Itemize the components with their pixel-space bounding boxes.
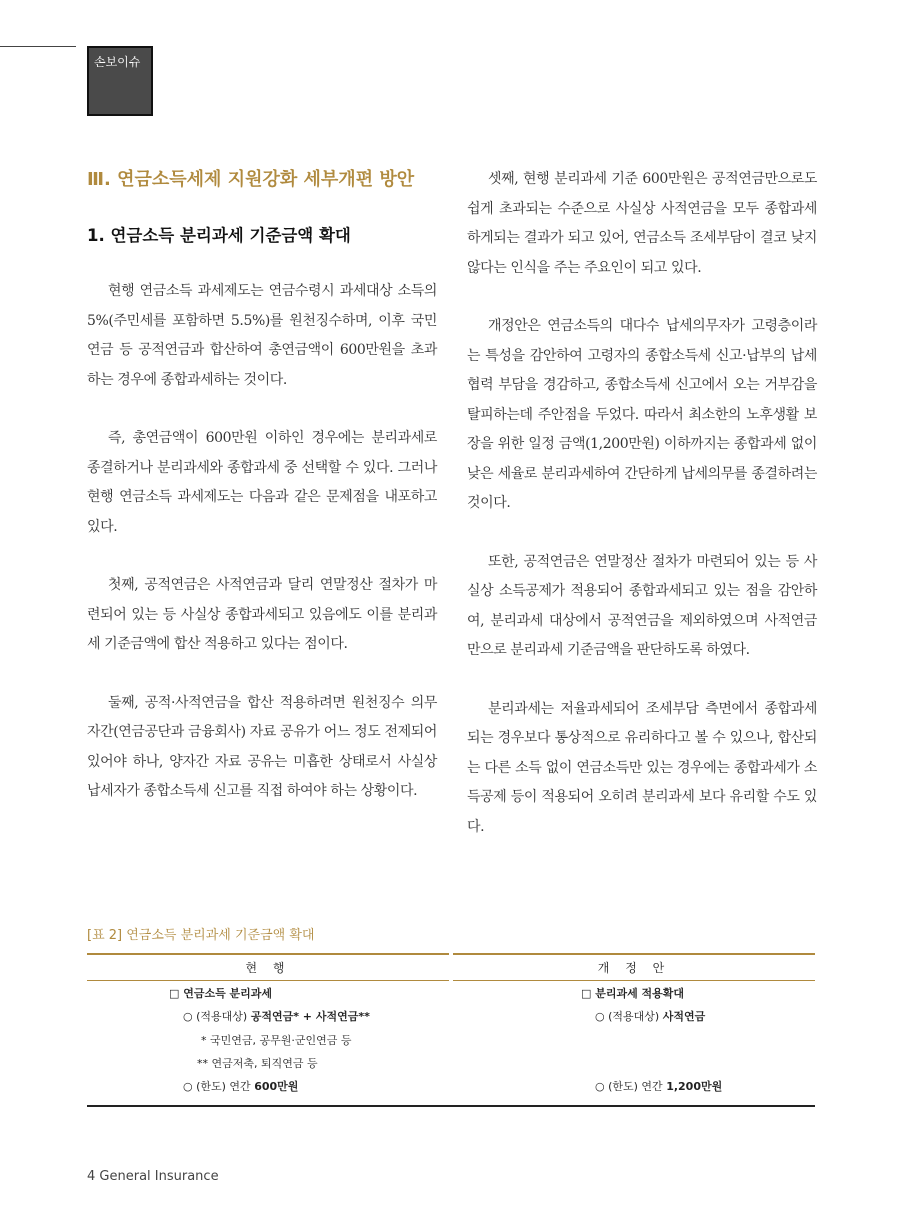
proposed-column [451, 981, 815, 1099]
paragraph: 개정안은 연금소득의 대다수 납세의무자가 고령층이라는 특성을 감안하여 고령자의 종합소득세 신고·납부의 납세협력 부담을 경감하고, 종합소득세 신고에서 오는 거부감을 탈피하는데 주안점을 두었다. 따라서 최소한의 노후생활 보장을 위한 일정 금액(1,200만원) 이하까지는 종합과세 없이 낮은 세율로 분리과세하여 간단하게 납세의무를 종결하려는 것이다. [467, 318, 817, 511]
comparison-table [87, 953, 815, 1107]
proposed-target-prefix: ○ (적용대상) [595, 1010, 663, 1023]
publication-name: General Insurance [99, 1169, 219, 1184]
current-limit-value: 600만원 [254, 1080, 299, 1093]
current-note-1: * 국민연금, 공무원·군인연금 등 [201, 1034, 352, 1047]
page-number: 4 [87, 1169, 96, 1184]
current-note-2: ** 연금저축, 퇴직연금 등 [197, 1057, 318, 1070]
page-footer [87, 1169, 219, 1184]
proposed-heading: □ 분리과세 적용확대 [581, 987, 685, 1000]
table-body [87, 981, 815, 1107]
right-column [467, 165, 817, 871]
proposed-target-value: 사적연금 [662, 1010, 706, 1023]
paragraph: 셋째, 현행 분리과세 기준 600만원은 공적연금만으로도 쉽게 초과되는 수준으로 사실상 사적연금을 모두 종합과세 하게되는 결과가 되고 있어, 연금소득 조세부담이 결코 낮지 않다는 인식을 주는 주요인이 되고 있다. [467, 171, 817, 276]
current-limit [183, 1078, 298, 1094]
header-current: 현 행 [87, 953, 449, 981]
paragraph: 분리과세는 저율과세되어 조세부담 측면에서 종합과세되는 경우보다 통상적으로 유리하다고 볼 수 있으나, 합산되는 다른 소득 없이 연금소득만 있는 경우에는 종합과세가 소득공제 등이 적용되어 오히려 분리과세 보다 유리할 수도 있다. [467, 700, 817, 835]
paragraph: 첫째, 공적연금은 사적연금과 달리 연말정산 절차가 마련되어 있는 등 사실상 종합과세되고 있음에도 이를 분리과세 기준금액에 합산 적용하고 있다는 점이다. [87, 577, 437, 652]
section-title: Ⅲ. 연금소득세제 지원강화 세부개편 방안 [87, 169, 415, 190]
paragraph: 또한, 공적연금은 연말정산 절차가 마련되어 있는 등 사실상 소득공제가 적용되어 종합과세되고 있는 점을 감안하여, 분리과세 대상에서 공적연금을 제외하였으며 사적연금만으로 분리과세 기준금액을 판단하도록 하였다. [467, 553, 817, 658]
left-column [87, 165, 437, 836]
paragraph: 즉, 총연금액이 600만원 이하인 경우에는 분리과세로 종결하거나 분리과세와 종합과세 중 선택할 수 있다. 그러나 현행 연금소득 과세제도는 다음과 같은 문제점을 내포하고 있다. [87, 430, 437, 535]
header-proposed: 개 정 안 [453, 953, 815, 981]
current-limit-prefix: ○ (한도) 연간 [183, 1080, 255, 1093]
current-heading: □ 연금소득 분리과세 [169, 987, 273, 1000]
proposed-limit-value: 1,200만원 [666, 1080, 723, 1093]
current-column [87, 981, 451, 1099]
paragraph: 현행 연금소득 과세제도는 연금수령시 과세대상 소득의 5%(주민세를 포함하면 5.5%)를 원천징수하며, 이후 국민연금 등 공적연금과 합산하여 총연금액이 600만원을 초과하는 경우에 종합과세하는 것이다. [87, 283, 437, 388]
current-target [183, 1008, 370, 1024]
proposed-limit [595, 1078, 722, 1094]
paragraph: 둘째, 공적·사적연금을 합산 적용하려면 원천징수 의무자간(연금공단과 금융회사) 자료 공유가 어느 정도 전제되어 있어야 하나, 양자간 자료 공유는 미흡한 상태로서 사실상 납세자가 종합소득세 신고를 직접 하여야 하는 상황이다. [87, 694, 437, 799]
section-tag [87, 46, 153, 116]
table-header-row [87, 953, 815, 981]
proposed-limit-prefix: ○ (한도) 연간 [595, 1080, 667, 1093]
current-target-prefix: ○ (적용대상) [183, 1010, 251, 1023]
subsection-title: 1. 연금소득 분리과세 기준금액 확대 [87, 226, 351, 245]
proposed-target [595, 1008, 705, 1024]
section-tag-label: 손보이슈 [94, 55, 141, 69]
current-target-value: 공적연금* + 사적연금** [250, 1010, 370, 1023]
header-rule [0, 46, 76, 47]
table-caption: [표 2] 연금소득 분리과세 기준금액 확대 [87, 928, 315, 943]
